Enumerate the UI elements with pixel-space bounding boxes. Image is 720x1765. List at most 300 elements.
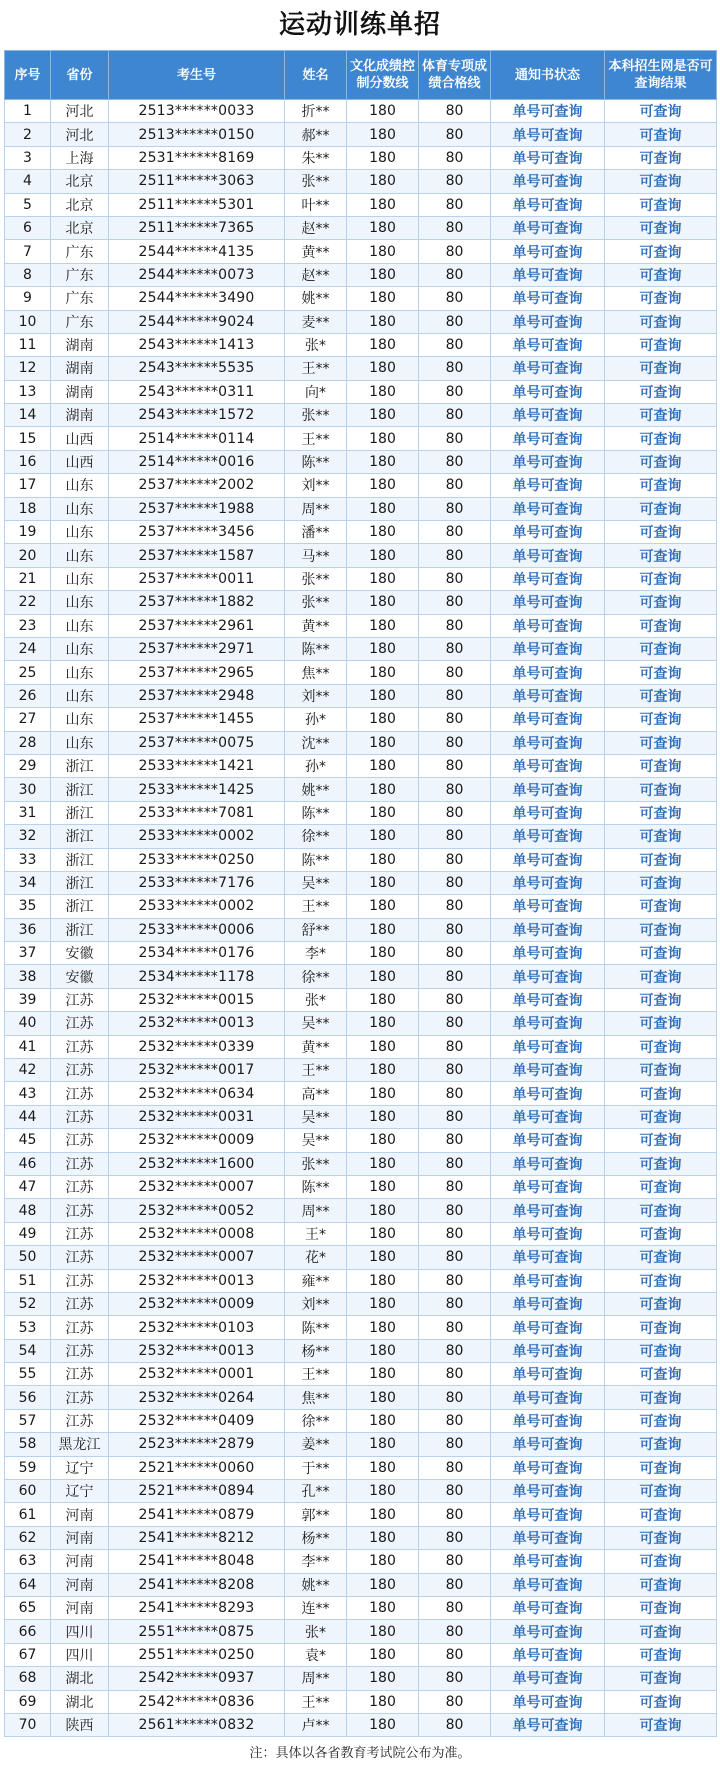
row-name: 杨** [285, 1339, 347, 1362]
row-query-result[interactable]: 可查询 [605, 427, 717, 450]
row-name: 于** [285, 1456, 347, 1479]
row-exam-id: 2533******0002 [109, 895, 285, 918]
row-exam-id: 2532******0103 [109, 1316, 285, 1339]
row-province: 江苏 [51, 1012, 109, 1035]
row-province: 浙江 [51, 848, 109, 871]
row-sport-line: 80 [419, 754, 491, 777]
row-index: 62 [5, 1526, 51, 1549]
row-notice-status[interactable]: 单号可查询 [491, 1059, 605, 1082]
row-query-result[interactable]: 可查询 [605, 684, 717, 707]
row-query-result[interactable]: 可查询 [605, 1152, 717, 1175]
row-notice-status[interactable]: 单号可查询 [491, 1269, 605, 1292]
row-query-result[interactable]: 可查询 [605, 918, 717, 941]
row-notice-status[interactable]: 单号可查询 [491, 1690, 605, 1713]
row-index: 12 [5, 357, 51, 380]
row-sport-line: 80 [419, 1550, 491, 1573]
row-notice-status[interactable]: 单号可查询 [491, 333, 605, 356]
row-notice-status[interactable]: 单号可查询 [491, 1129, 605, 1152]
row-query-result[interactable]: 可查询 [605, 942, 717, 965]
row-notice-status[interactable]: 单号可查询 [491, 1082, 605, 1105]
row-culture-line: 180 [347, 1620, 419, 1643]
row-notice-status[interactable]: 单号可查询 [491, 591, 605, 614]
row-notice-status[interactable]: 单号可查询 [491, 778, 605, 801]
table-row [5, 1713, 717, 1736]
row-culture-line: 180 [347, 1550, 419, 1573]
row-index: 21 [5, 567, 51, 590]
row-query-result[interactable]: 可查询 [605, 1550, 717, 1573]
row-culture-line: 180 [347, 1059, 419, 1082]
row-index: 48 [5, 1199, 51, 1222]
row-query-result[interactable]: 可查询 [605, 193, 717, 216]
row-notice-status[interactable]: 单号可查询 [491, 1409, 605, 1432]
row-province: 湖南 [51, 357, 109, 380]
row-notice-status[interactable]: 单号可查询 [491, 1175, 605, 1198]
row-query-result[interactable]: 可查询 [605, 1082, 717, 1105]
row-query-result[interactable]: 可查询 [605, 1246, 717, 1269]
row-culture-line: 180 [347, 684, 419, 707]
row-province: 河南 [51, 1526, 109, 1549]
row-query-result[interactable]: 可查询 [605, 661, 717, 684]
row-index: 5 [5, 193, 51, 216]
table-row [5, 1012, 717, 1035]
row-query-result[interactable]: 可查询 [605, 1316, 717, 1339]
table-row [5, 848, 717, 871]
row-sport-line: 80 [419, 497, 491, 520]
row-notice-status[interactable]: 单号可查询 [491, 1480, 605, 1503]
row-sport-line: 80 [419, 1363, 491, 1386]
row-notice-status[interactable]: 单号可查询 [491, 754, 605, 777]
row-sport-line: 80 [419, 1246, 491, 1269]
row-query-result[interactable]: 可查询 [605, 895, 717, 918]
row-query-result[interactable]: 可查询 [605, 731, 717, 754]
row-notice-status[interactable]: 单号可查询 [491, 708, 605, 731]
row-index: 63 [5, 1550, 51, 1573]
row-province: 山西 [51, 427, 109, 450]
row-sport-line: 80 [419, 1713, 491, 1736]
row-query-result[interactable]: 可查询 [605, 1573, 717, 1596]
row-culture-line: 180 [347, 637, 419, 660]
row-exam-id: 2537******1882 [109, 591, 285, 614]
row-province: 安徽 [51, 942, 109, 965]
row-province: 山东 [51, 684, 109, 707]
row-province: 四川 [51, 1620, 109, 1643]
row-notice-status[interactable]: 单号可查询 [491, 1012, 605, 1035]
row-culture-line: 180 [347, 1386, 419, 1409]
table-row [5, 521, 717, 544]
row-notice-status[interactable]: 单号可查询 [491, 1292, 605, 1315]
row-notice-status[interactable]: 单号可查询 [491, 1526, 605, 1549]
row-exam-id: 2533******0250 [109, 848, 285, 871]
row-index: 34 [5, 871, 51, 894]
row-notice-status[interactable]: 单号可查询 [491, 450, 605, 473]
row-notice-status[interactable]: 单号可查询 [491, 988, 605, 1011]
row-query-result[interactable]: 可查询 [605, 567, 717, 590]
row-province: 江苏 [51, 1035, 109, 1058]
row-name: 叶** [285, 193, 347, 216]
row-culture-line: 180 [347, 380, 419, 403]
row-notice-status[interactable]: 单号可查询 [491, 521, 605, 544]
row-notice-status[interactable]: 单号可查询 [491, 1152, 605, 1175]
row-notice-status[interactable]: 单号可查询 [491, 1456, 605, 1479]
row-index: 3 [5, 146, 51, 169]
row-query-result[interactable]: 可查询 [605, 1690, 717, 1713]
table-row [5, 170, 717, 193]
row-sport-line: 80 [419, 1433, 491, 1456]
table-row [5, 965, 717, 988]
row-notice-status[interactable]: 单号可查询 [491, 170, 605, 193]
row-exam-id: 2544******3490 [109, 287, 285, 310]
row-sport-line: 80 [419, 1129, 491, 1152]
row-query-result[interactable]: 可查询 [605, 146, 717, 169]
row-query-result[interactable]: 可查询 [605, 708, 717, 731]
table-row [5, 801, 717, 824]
row-province: 辽宁 [51, 1480, 109, 1503]
row-notice-status[interactable]: 单号可查询 [491, 380, 605, 403]
row-index: 17 [5, 474, 51, 497]
row-notice-status[interactable]: 单号可查询 [491, 825, 605, 848]
table-row [5, 1059, 717, 1082]
row-exam-id: 2543******1413 [109, 333, 285, 356]
row-name: 刘** [285, 684, 347, 707]
table-row [5, 1222, 717, 1245]
row-query-result[interactable]: 可查询 [605, 1105, 717, 1128]
row-exam-id: 2532******0001 [109, 1363, 285, 1386]
row-culture-line: 180 [347, 965, 419, 988]
row-query-result[interactable]: 可查询 [605, 263, 717, 286]
row-query-result[interactable]: 可查询 [605, 778, 717, 801]
row-notice-status[interactable]: 单号可查询 [491, 1316, 605, 1339]
row-sport-line: 80 [419, 942, 491, 965]
table-row [5, 1433, 717, 1456]
table-row [5, 1199, 717, 1222]
row-notice-status[interactable]: 单号可查询 [491, 474, 605, 497]
row-notice-status[interactable]: 单号可查询 [491, 310, 605, 333]
row-query-result[interactable]: 可查询 [605, 170, 717, 193]
row-notice-status[interactable]: 单号可查询 [491, 1503, 605, 1526]
page-title: 运动训练单招 [278, 10, 441, 40]
row-query-result[interactable]: 可查询 [605, 1386, 717, 1409]
row-province: 江苏 [51, 1386, 109, 1409]
row-query-result[interactable]: 可查询 [605, 333, 717, 356]
row-index: 58 [5, 1433, 51, 1456]
row-province: 浙江 [51, 778, 109, 801]
row-notice-status[interactable]: 单号可查询 [491, 1386, 605, 1409]
row-query-result[interactable]: 可查询 [605, 1269, 717, 1292]
row-index: 15 [5, 427, 51, 450]
row-name: 张** [285, 591, 347, 614]
row-exam-id: 2537******1587 [109, 544, 285, 567]
row-query-result[interactable]: 可查询 [605, 1713, 717, 1736]
row-notice-status[interactable]: 单号可查询 [491, 240, 605, 263]
row-query-result[interactable]: 可查询 [605, 801, 717, 824]
row-query-result[interactable]: 可查询 [605, 591, 717, 614]
row-province: 广东 [51, 263, 109, 286]
table-row [5, 1246, 717, 1269]
row-culture-line: 180 [347, 1199, 419, 1222]
row-query-result[interactable]: 可查询 [605, 1292, 717, 1315]
row-notice-status[interactable]: 单号可查询 [491, 1246, 605, 1269]
row-province: 陕西 [51, 1713, 109, 1736]
table-row [5, 1643, 717, 1666]
row-query-result[interactable]: 可查询 [605, 965, 717, 988]
row-query-result[interactable]: 可查询 [605, 1597, 717, 1620]
row-notice-status[interactable]: 单号可查询 [491, 1597, 605, 1620]
row-notice-status[interactable]: 单号可查询 [491, 1222, 605, 1245]
row-query-result[interactable]: 可查询 [605, 216, 717, 239]
row-query-result[interactable]: 可查询 [605, 1480, 717, 1503]
row-query-result[interactable]: 可查询 [605, 614, 717, 637]
row-notice-status[interactable]: 单号可查询 [491, 1433, 605, 1456]
row-index: 8 [5, 263, 51, 286]
row-culture-line: 180 [347, 1129, 419, 1152]
row-province: 浙江 [51, 801, 109, 824]
row-query-result[interactable]: 可查询 [605, 1433, 717, 1456]
row-culture-line: 180 [347, 1175, 419, 1198]
row-query-result[interactable]: 可查询 [605, 1503, 717, 1526]
row-culture-line: 180 [347, 942, 419, 965]
table-row [5, 123, 717, 146]
row-notice-status[interactable]: 单号可查询 [491, 1363, 605, 1386]
row-notice-status[interactable]: 单号可查询 [491, 637, 605, 660]
row-notice-status[interactable]: 单号可查询 [491, 1620, 605, 1643]
row-query-result[interactable]: 可查询 [605, 357, 717, 380]
row-index: 40 [5, 1012, 51, 1035]
row-name: 姚** [285, 287, 347, 310]
row-sport-line: 80 [419, 1222, 491, 1245]
table-row [5, 1480, 717, 1503]
row-query-result[interactable]: 可查询 [605, 240, 717, 263]
row-index: 59 [5, 1456, 51, 1479]
row-notice-status[interactable]: 单号可查询 [491, 216, 605, 239]
row-notice-status[interactable]: 单号可查询 [491, 684, 605, 707]
row-query-result[interactable]: 可查询 [605, 1035, 717, 1058]
row-exam-id: 2533******1421 [109, 754, 285, 777]
row-notice-status[interactable]: 单号可查询 [491, 731, 605, 754]
row-name: 吴** [285, 1105, 347, 1128]
row-query-result[interactable]: 可查询 [605, 1012, 717, 1035]
row-query-result[interactable]: 可查询 [605, 497, 717, 520]
row-province: 河南 [51, 1550, 109, 1573]
row-query-result[interactable]: 可查询 [605, 310, 717, 333]
row-name: 姚** [285, 778, 347, 801]
table-row [5, 1526, 717, 1549]
row-query-result[interactable]: 可查询 [605, 450, 717, 473]
row-notice-status[interactable]: 单号可查询 [491, 544, 605, 567]
row-query-result[interactable]: 可查询 [605, 287, 717, 310]
row-culture-line: 180 [347, 754, 419, 777]
row-notice-status[interactable]: 单号可查询 [491, 942, 605, 965]
row-query-result[interactable]: 可查询 [605, 1059, 717, 1082]
row-exam-id: 2544******4135 [109, 240, 285, 263]
row-query-result[interactable]: 可查询 [605, 100, 717, 123]
row-query-result[interactable]: 可查询 [605, 1643, 717, 1666]
row-query-result[interactable]: 可查询 [605, 825, 717, 848]
row-query-result[interactable]: 可查询 [605, 637, 717, 660]
row-notice-status[interactable]: 单号可查询 [491, 100, 605, 123]
row-query-result[interactable]: 可查询 [605, 1363, 717, 1386]
row-culture-line: 180 [347, 497, 419, 520]
row-query-result[interactable]: 可查询 [605, 1667, 717, 1690]
row-name: 徐** [285, 1409, 347, 1432]
row-exam-id: 2532******0013 [109, 1012, 285, 1035]
row-notice-status[interactable]: 单号可查询 [491, 1035, 605, 1058]
row-notice-status[interactable]: 单号可查询 [491, 1667, 605, 1690]
row-notice-status[interactable]: 单号可查询 [491, 895, 605, 918]
header-index: 序号 [5, 51, 51, 100]
header-name: 姓名 [285, 51, 347, 100]
row-province: 山东 [51, 591, 109, 614]
row-exam-id: 2533******0006 [109, 918, 285, 941]
table-row [5, 427, 717, 450]
row-sport-line: 80 [419, 216, 491, 239]
row-notice-status[interactable]: 单号可查询 [491, 404, 605, 427]
row-notice-status[interactable]: 单号可查询 [491, 1105, 605, 1128]
row-query-result[interactable]: 可查询 [605, 1409, 717, 1432]
table-row [5, 216, 717, 239]
row-culture-line: 180 [347, 450, 419, 473]
row-name: 沈** [285, 731, 347, 754]
header-culture-score-line: 文化成绩控制分数线 [347, 51, 419, 100]
row-culture-line: 180 [347, 1433, 419, 1456]
row-notice-status[interactable]: 单号可查询 [491, 1339, 605, 1362]
row-index: 68 [5, 1667, 51, 1690]
row-sport-line: 80 [419, 801, 491, 824]
row-province: 浙江 [51, 871, 109, 894]
row-index: 28 [5, 731, 51, 754]
row-index: 14 [5, 404, 51, 427]
row-province: 江苏 [51, 1222, 109, 1245]
row-query-result[interactable]: 可查询 [605, 1456, 717, 1479]
table-row [5, 544, 717, 567]
row-notice-status[interactable]: 单号可查询 [491, 1713, 605, 1736]
row-notice-status[interactable]: 单号可查询 [491, 263, 605, 286]
row-query-result[interactable]: 可查询 [605, 1129, 717, 1152]
row-query-result[interactable]: 可查询 [605, 544, 717, 567]
row-index: 67 [5, 1643, 51, 1666]
row-sport-line: 80 [419, 591, 491, 614]
row-query-result[interactable]: 可查询 [605, 754, 717, 777]
row-notice-status[interactable]: 单号可查询 [491, 357, 605, 380]
row-query-result[interactable]: 可查询 [605, 1175, 717, 1198]
row-exam-id: 2544******0073 [109, 263, 285, 286]
row-notice-status[interactable]: 单号可查询 [491, 497, 605, 520]
table-row [5, 1269, 717, 1292]
row-query-result[interactable]: 可查询 [605, 404, 717, 427]
row-sport-line: 80 [419, 380, 491, 403]
table-row [5, 1597, 717, 1620]
row-province: 江苏 [51, 988, 109, 1011]
row-query-result[interactable]: 可查询 [605, 988, 717, 1011]
row-exam-id: 2532******0031 [109, 1105, 285, 1128]
row-culture-line: 180 [347, 1339, 419, 1362]
row-exam-id: 2542******0836 [109, 1690, 285, 1713]
row-index: 29 [5, 754, 51, 777]
row-culture-line: 180 [347, 1409, 419, 1432]
row-culture-line: 180 [347, 100, 419, 123]
row-query-result[interactable]: 可查询 [605, 1620, 717, 1643]
row-query-result[interactable]: 可查询 [605, 871, 717, 894]
row-index: 13 [5, 380, 51, 403]
row-notice-status[interactable]: 单号可查询 [491, 661, 605, 684]
row-index: 46 [5, 1152, 51, 1175]
row-query-result[interactable]: 可查询 [605, 123, 717, 146]
row-query-result[interactable]: 可查询 [605, 1526, 717, 1549]
table-row [5, 333, 717, 356]
row-name: 王** [285, 427, 347, 450]
row-province: 北京 [51, 216, 109, 239]
row-notice-status[interactable]: 单号可查询 [491, 287, 605, 310]
row-province: 江苏 [51, 1339, 109, 1362]
row-notice-status[interactable]: 单号可查询 [491, 614, 605, 637]
row-sport-line: 80 [419, 1082, 491, 1105]
row-notice-status[interactable]: 单号可查询 [491, 1643, 605, 1666]
row-name: 吴** [285, 1129, 347, 1152]
row-notice-status[interactable]: 单号可查询 [491, 1199, 605, 1222]
row-query-result[interactable]: 可查询 [605, 521, 717, 544]
table-row [5, 1667, 717, 1690]
row-notice-status[interactable]: 单号可查询 [491, 848, 605, 871]
row-notice-status[interactable]: 单号可查询 [491, 801, 605, 824]
row-sport-line: 80 [419, 1269, 491, 1292]
row-index: 64 [5, 1573, 51, 1596]
row-exam-id: 2534******0176 [109, 942, 285, 965]
row-culture-line: 180 [347, 357, 419, 380]
table-row [5, 193, 717, 216]
row-index: 70 [5, 1713, 51, 1736]
row-notice-status[interactable]: 单号可查询 [491, 123, 605, 146]
row-notice-status[interactable]: 单号可查询 [491, 918, 605, 941]
row-exam-id: 2537******2961 [109, 614, 285, 637]
row-notice-status[interactable]: 单号可查询 [491, 965, 605, 988]
table-row [5, 310, 717, 333]
row-query-result[interactable]: 可查询 [605, 380, 717, 403]
table-row [5, 754, 717, 777]
row-name: 张** [285, 170, 347, 193]
row-notice-status[interactable]: 单号可查询 [491, 567, 605, 590]
row-query-result[interactable]: 可查询 [605, 1222, 717, 1245]
footnote: 注：具体以各省教育考试院公布为准。 [249, 1746, 471, 1761]
row-province: 江苏 [51, 1292, 109, 1315]
row-exam-id: 2532******0634 [109, 1082, 285, 1105]
table-row [5, 1175, 717, 1198]
row-query-result[interactable]: 可查询 [605, 848, 717, 871]
row-exam-id: 2532******0409 [109, 1409, 285, 1432]
row-notice-status[interactable]: 单号可查询 [491, 427, 605, 450]
row-culture-line: 180 [347, 287, 419, 310]
row-index: 11 [5, 333, 51, 356]
row-notice-status[interactable]: 单号可查询 [491, 193, 605, 216]
row-sport-line: 80 [419, 1526, 491, 1549]
row-notice-status[interactable]: 单号可查询 [491, 871, 605, 894]
row-province: 安徽 [51, 965, 109, 988]
row-notice-status[interactable]: 单号可查询 [491, 1573, 605, 1596]
row-notice-status[interactable]: 单号可查询 [491, 1550, 605, 1573]
row-name: 王** [285, 1690, 347, 1713]
row-province: 河南 [51, 1597, 109, 1620]
row-notice-status[interactable]: 单号可查询 [491, 146, 605, 169]
table-row [5, 1152, 717, 1175]
row-name: 刘** [285, 474, 347, 497]
table-row [5, 1550, 717, 1573]
row-query-result[interactable]: 可查询 [605, 1199, 717, 1222]
row-query-result[interactable]: 可查询 [605, 474, 717, 497]
header-province: 省份 [51, 51, 109, 100]
row-culture-line: 180 [347, 825, 419, 848]
row-name: 焦** [285, 1386, 347, 1409]
row-exam-id: 2521******0894 [109, 1480, 285, 1503]
row-query-result[interactable]: 可查询 [605, 1339, 717, 1362]
row-name: 王** [285, 1363, 347, 1386]
